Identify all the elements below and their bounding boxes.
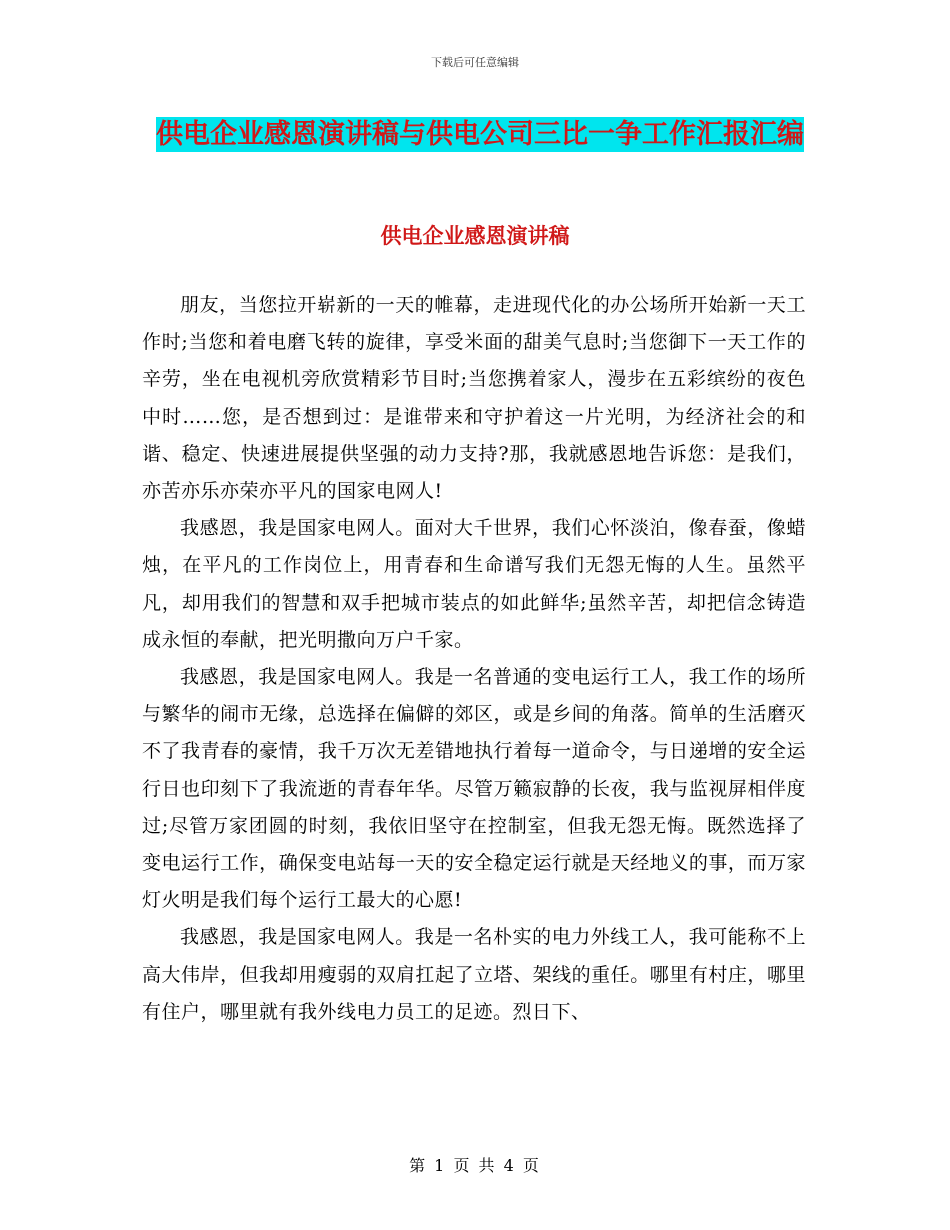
paragraph: 我感恩，我是国家电网人。我是一名普通的变电运行工人，我工作的场所与繁华的闹市无缘，总选择在偏僻的郊区，或是乡间的角落。简单的生活磨灭不了我青春的豪情，我千万次无差错地执行着每一道命令，与日递增的安全运行日也印刻下了我流逝的青春年华。尽管万籁寂静的长夜，我与监视屏相伴度过;尽管万家团圆的时刻，我依旧坚守在控制室，但我无怨无悔。既然选择了变电运行工作，确保变电站每一天的安全稳定运行就是天经地义的事，而万家灯火明是我们每个运行工最大的心愿! (142, 666, 806, 912)
header-note: 下载后可任意编辑 (431, 56, 519, 69)
document-title (140, 108, 820, 162)
page-number: 第 1 页 共 4 页 (409, 1156, 541, 1175)
document-body (142, 287, 806, 1031)
document-title-text: 供电企业感恩演讲稿与供电公司三比一争工作汇报汇编 (156, 119, 804, 150)
paragraph: 我感恩，我是国家电网人。我是一名朴实的电力外线工人，我可能称不上高大伟岸，但我却用瘦弱的双肩扛起了立塔、架线的重任。哪里有村庄，哪里有住户，哪里就有我外线电力员工的足迹。烈日下、 (142, 926, 806, 1023)
paragraph: 我感恩，我是国家电网人。面对大千世界，我们心怀淡泊，像春蚕，像蜡烛，在平凡的工作岗位上，用青春和生命谱写我们无怨无悔的人生。虽然平凡，却用我们的智慧和双手把城市装点的如此鲜华;虽然辛苦，却把信念铸造成永恒的奉献，把光明撒向万户千家。 (142, 517, 806, 651)
section-title: 供电企业感恩演讲稿 (380, 224, 570, 248)
paragraph: 朋友，当您拉开崭新的一天的帷幕，走进现代化的办公场所开始新一天工作时;当您和着电磨飞转的旋律，享受米面的甜美气息时;当您御下一天工作的辛劳，坐在电视机旁欣赏精彩节目时;当您携着家人，漫步在五彩缤纷的夜色中时……您，是否想到过：是谁带来和守护着这一片光明，为经济社会的和谐、稳定、快速进展提供坚强的动力支持?那，我就感恩地告诉您：是我们，亦苦亦乐亦荣亦平凡的国家电网人! (142, 294, 806, 503)
